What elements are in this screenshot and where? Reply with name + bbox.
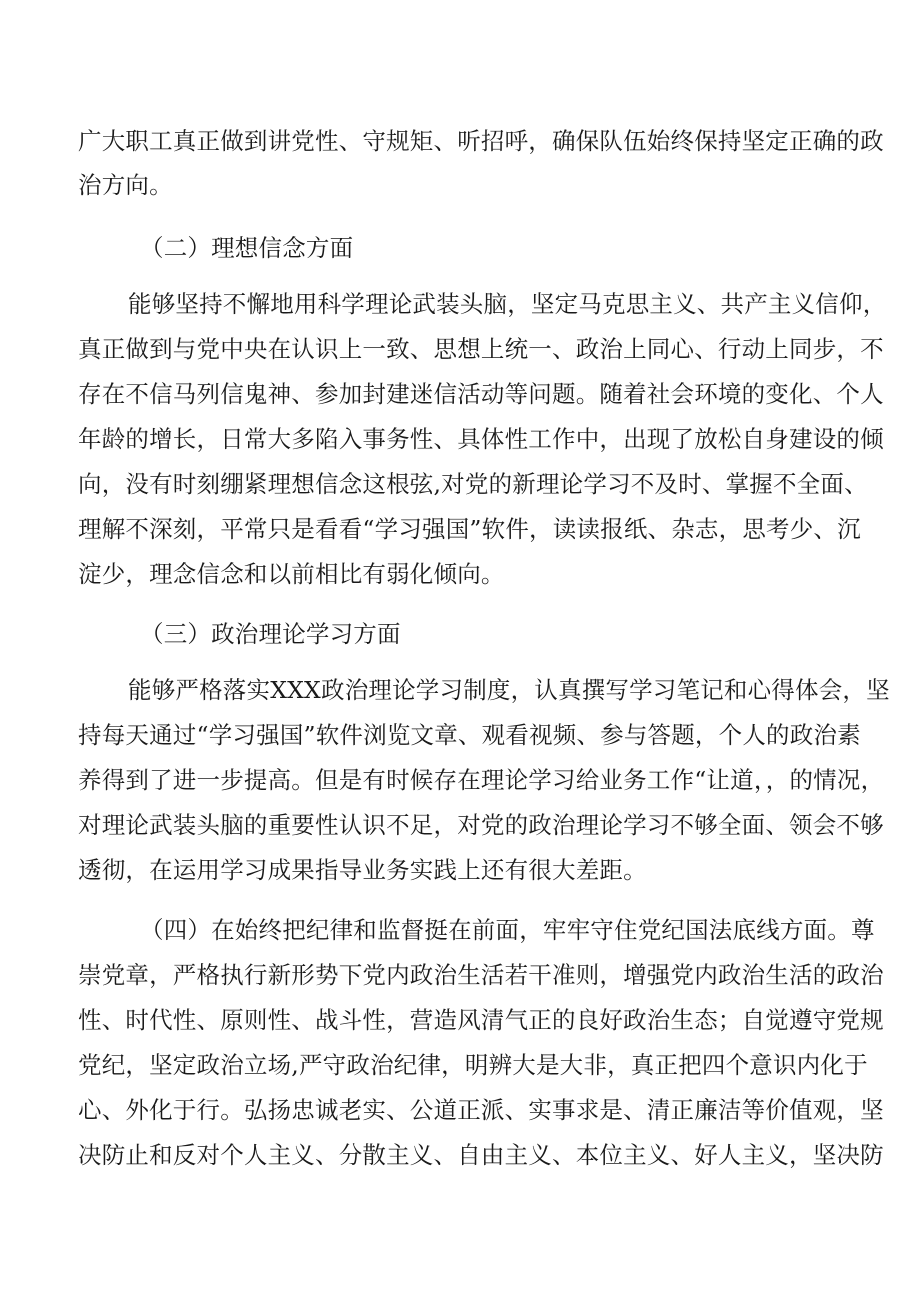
paragraph-3-line-1: 能够严格落实XXX政治理论学习制度，认真撰写学习笔记和心得体会，坚: [128, 676, 890, 704]
paragraph-4-line-3: 性、时代性、原则性、战斗性，营造风清气正的良好政治生态；自觉遵守党规: [78, 1006, 884, 1034]
paragraph-4-line-6: 决防止和反对个人主义、分散主义、自由主义、本位主义、好人主义，坚决防: [78, 1141, 884, 1169]
paragraph-4-line-1: （四）在始终把纪律和监督挺在前面，牢牢守住党纪国法底线方面。尊: [140, 916, 875, 944]
paragraph-3-line-3: 养得到了进一步提高。但是有时候存在理论学习给业务工作“让道，，的情况，: [78, 766, 885, 794]
section-heading-3: （三）政治理论学习方面: [140, 620, 401, 648]
paragraph-2-line-5: 向，没有时刻绷紧理想信念这根弦,对党的新理论学习不及时、掌握不全面、: [78, 470, 868, 498]
section-heading-2: （二）理想信念方面: [140, 234, 354, 262]
paragraph-2-line-7: 淀少，理念信念和以前相比有弱化倾向。: [78, 560, 505, 588]
paragraph-4-line-2: 崇党章，严格执行新形势下党内政治生活若干准则，增强党内政治生活的政治: [78, 961, 884, 989]
paragraph-1-line-1: 广大职工真正做到讲党性、守规矩、听招呼，确保队伍始终保持坚定正确的政: [78, 127, 884, 155]
paragraph-4-line-4: 党纪，坚定政治立场,严守政治纪律，明辨大是大非，真正把四个意识内化于: [78, 1051, 868, 1079]
paragraph-2-line-2: 真正做到与党中央在认识上一致、思想上统一、政治上同心、行动上同步，不: [78, 335, 884, 363]
paragraph-2-line-6: 理解不深刻，平常只是看看“学习强国”软件，读读报纸、杂志，思考少、沉: [78, 515, 861, 543]
paragraph-3-line-4: 对理论武装头脑的重要性认识不足，对党的政治理论学习不够全面、领会不够: [78, 811, 884, 839]
paragraph-4-line-5: 心、外化于行。弘扬忠诚老实、公道正派、实事求是、清正廉洁等价值观，坚: [78, 1096, 884, 1124]
paragraph-2-line-3: 存在不信马列信鬼神、参加封建迷信活动等问题。随着社会环境的变化、个人: [78, 380, 884, 408]
paragraph-1-line-2: 治方向。: [78, 171, 173, 199]
paragraph-3-line-5: 透彻，在运用学习成果指导业务实践上还有很大差距。: [78, 856, 647, 884]
paragraph-3-line-2: 持每天通过“学习强国”软件浏览文章、观看视频、参与答题，个人的政治素: [78, 721, 861, 749]
paragraph-2-line-1: 能够坚持不懈地用科学理论武装头脑，坚定马克思主义、共产主义信仰，: [128, 290, 887, 318]
paragraph-2-line-4: 年龄的增长，日常大多陷入事务性、具体性工作中，出现了放松自身建设的倾: [78, 425, 884, 453]
